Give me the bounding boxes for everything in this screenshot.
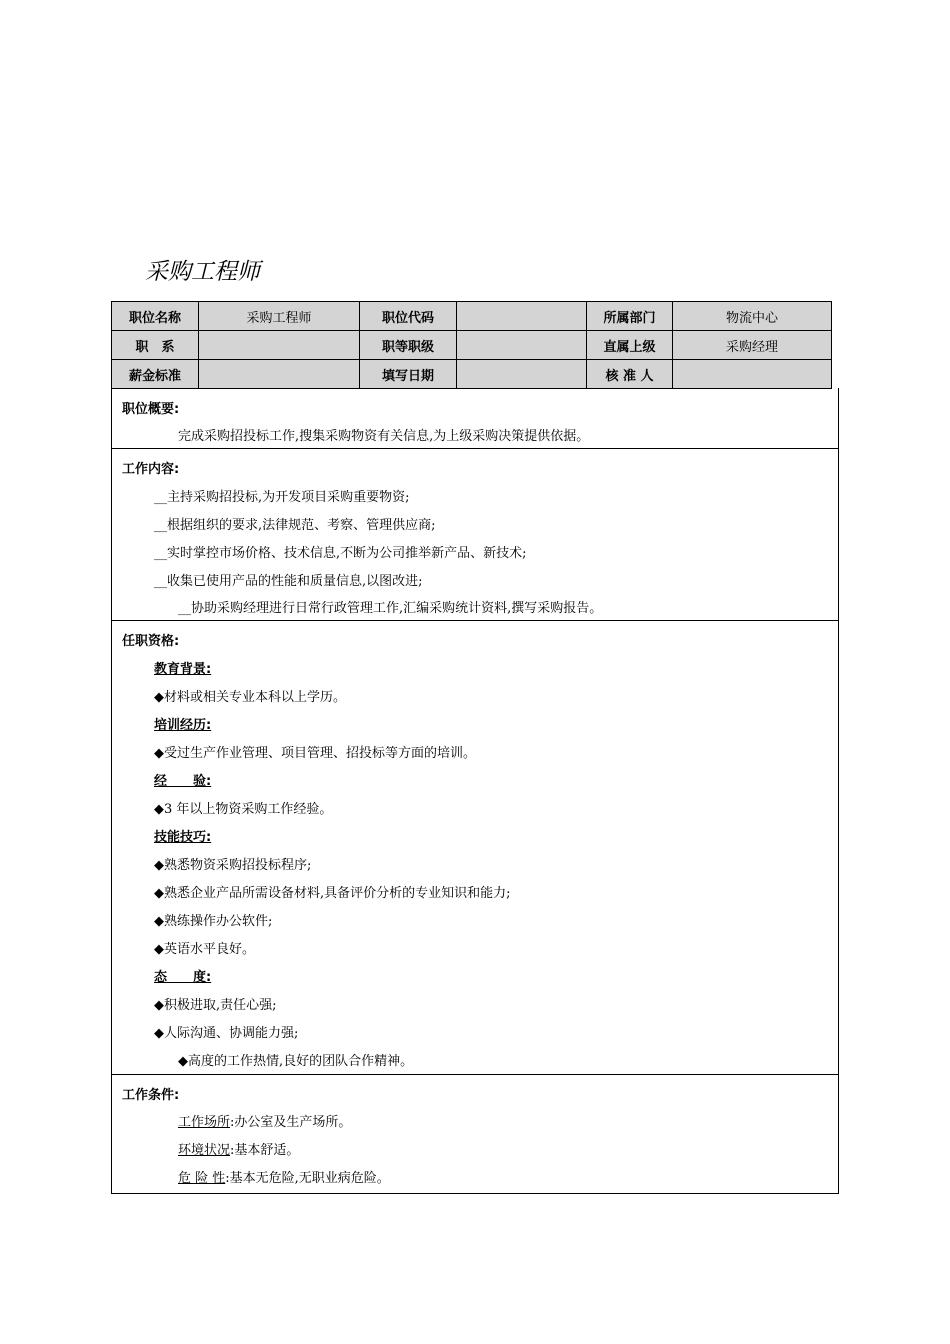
experience-label: 经 验: [154, 774, 212, 789]
condition-label: 工作场所 [178, 1115, 231, 1130]
label-grade: 职等职级 [360, 331, 457, 360]
qualifications-section [111, 621, 839, 1075]
label-job-family: 职 系 [112, 331, 199, 360]
qualifications-heading: 任职资格: [122, 634, 180, 649]
position-info-table [111, 301, 832, 389]
list-item: __根据组织的要求,法律规范、考察、管理供应商; [154, 518, 436, 533]
label-department: 所属部门 [587, 302, 673, 331]
label-fill-date: 填写日期 [360, 360, 457, 389]
summary-heading: 职位概要: [122, 402, 180, 417]
label-salary: 薪金标准 [112, 360, 199, 389]
condition-label: 环境状况 [178, 1143, 231, 1158]
summary-section [111, 388, 839, 449]
label-approver: 核 准 人 [587, 360, 673, 389]
training-label: 培训经历: [154, 718, 212, 733]
list-item: ◆3 年以上物资采购工作经验。 [154, 802, 333, 817]
list-item: __主持采购招投标,为开发项目采购重要物资; [154, 490, 410, 505]
label-supervisor: 直属上级 [587, 331, 673, 360]
page-title: 采购工程师 [145, 259, 260, 285]
list-item: ◆积极进取,责任心强; [154, 998, 277, 1013]
list-item: ◆熟悉物资采购招投标程序; [154, 858, 312, 873]
list-item: __收集已使用产品的性能和质量信息,以图改进; [154, 574, 423, 589]
list-item [178, 1139, 299, 1158]
duties-heading: 工作内容: [122, 462, 180, 477]
condition-value: :办公室及生产场所。 [230, 1115, 352, 1130]
label-position-name: 职位名称 [112, 302, 199, 331]
list-item: ◆高度的工作热情,良好的团队合作精神。 [178, 1054, 414, 1069]
list-item: ◆受过生产作业管理、项目管理、招投标等方面的培训。 [154, 746, 476, 761]
list-item: ◆英语水平良好。 [154, 942, 255, 957]
value-approver [673, 360, 832, 389]
condition-label: 危 险 性 [178, 1171, 226, 1186]
label-position-code: 职位代码 [360, 302, 457, 331]
table-row [112, 331, 832, 360]
list-item: ◆材料或相关专业本科以上学历。 [154, 690, 346, 705]
skills-label: 技能技巧: [154, 830, 212, 845]
value-fill-date [457, 360, 587, 389]
conditions-heading: 工作条件: [122, 1088, 180, 1103]
list-item: ◆人际沟通、协调能力强; [154, 1026, 299, 1041]
value-job-family [199, 331, 360, 360]
duties-section [111, 449, 839, 621]
table-row [112, 360, 832, 389]
value-position-code [457, 302, 587, 331]
attitude-label: 态 度: [154, 970, 212, 985]
conditions-section [111, 1075, 839, 1194]
summary-text: 完成采购招投标工作,搜集采购物资有关信息,为上级采购决策提供依据。 [178, 429, 590, 444]
list-item: __协助采购经理进行日常行政管理工作,汇编采购统计资料,撰写采购报告。 [178, 601, 603, 616]
education-label: 教育背景: [154, 662, 212, 677]
value-grade [457, 331, 587, 360]
list-item: ◆熟练操作办公软件; [154, 914, 273, 929]
value-position-name: 采购工程师 [199, 302, 360, 331]
value-salary [199, 360, 360, 389]
list-item [178, 1167, 390, 1186]
table-row [112, 302, 832, 331]
value-department: 物流中心 [673, 302, 832, 331]
list-item [178, 1111, 351, 1130]
list-item: ◆熟悉企业产品所需设备材料,具备评价分析的专业知识和能力; [154, 886, 511, 901]
list-item: __实时掌控市场价格、技术信息,不断为公司推举新产品、新技术; [154, 546, 527, 561]
condition-value: :基本无危险,无职业病危险。 [225, 1171, 390, 1186]
value-supervisor: 采购经理 [673, 331, 832, 360]
condition-value: :基本舒适。 [230, 1143, 300, 1158]
